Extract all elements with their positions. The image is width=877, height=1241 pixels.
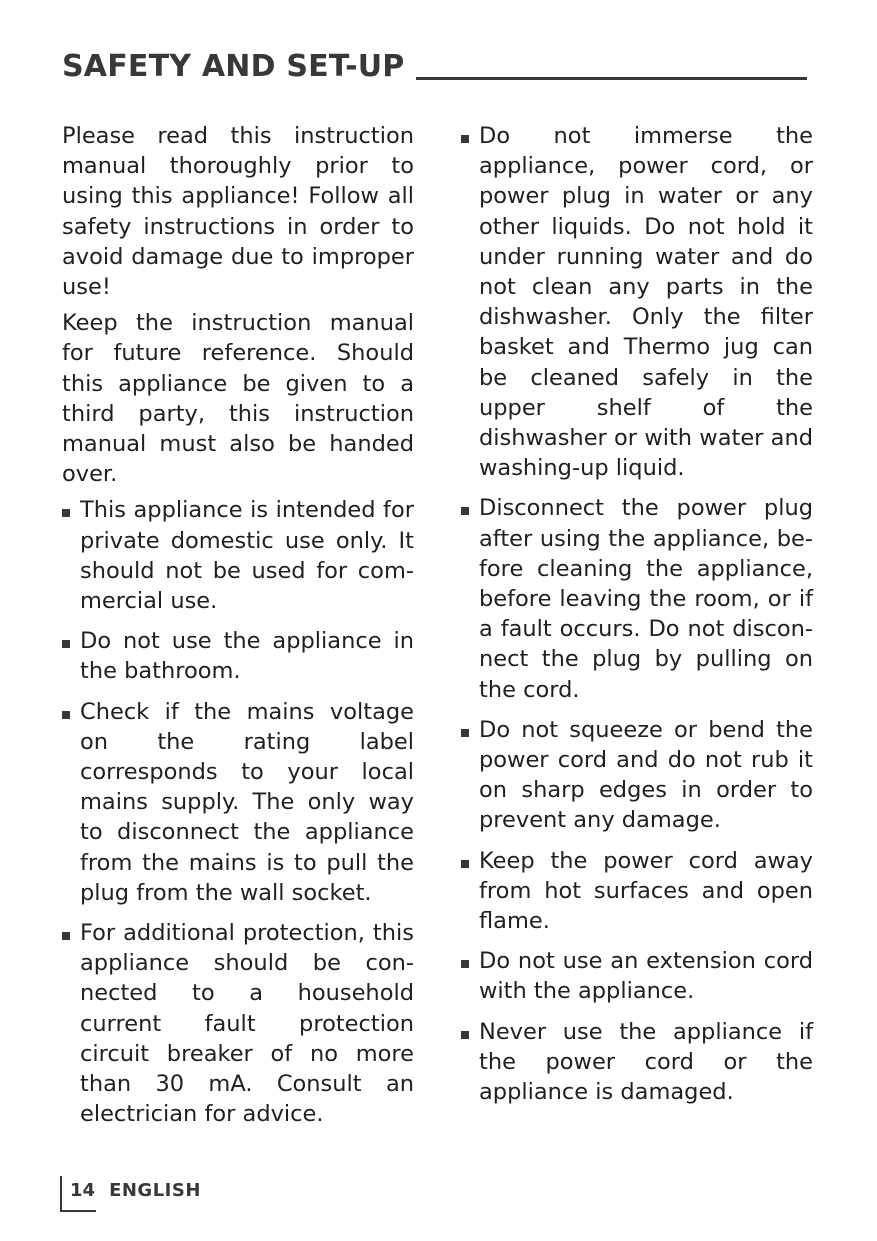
intro-paragraph: Keep the instruction manual for future reference. Should this appliance be given to a third party, this instruction manual must also be handed over.: [62, 310, 414, 488]
list-item-text: Disconnect the power plug after using the appliance, before cleaning the appliance, before leaving the room, or if a fault occurs. Do not disconnect the plug by pulling on the cord.: [479, 495, 813, 703]
list-item-text: This appliance is intended for private domestic use only. It should not be used for commercial use.: [80, 497, 414, 615]
list-item-text: Check if the mains voltage on the rating label corresponds to your local mains supply. The only way to disconnect the appliance from the mains is to pull the plug from the wall socket.: [80, 698, 414, 906]
square-bullet-icon: [461, 860, 469, 868]
square-bullet-icon: [461, 729, 469, 737]
square-bullet-icon: [461, 960, 469, 968]
safety-list: [461, 121, 813, 1107]
list-item-text: Keep the power cord away from hot surfaces and open flame.: [479, 847, 813, 935]
square-bullet-icon: [62, 509, 70, 517]
page-number: 14: [70, 1180, 96, 1201]
page-header: [62, 44, 807, 84]
square-bullet-icon: [62, 640, 70, 648]
square-bullet-icon: [461, 135, 469, 143]
safety-list: [62, 495, 414, 1129]
list-item: [461, 1017, 813, 1108]
list-item-text: Do not use an extension cord with the appliance.: [479, 948, 813, 1005]
list-item: [461, 846, 813, 937]
list-item: [62, 495, 414, 616]
square-bullet-icon: [461, 507, 469, 515]
list-item: [461, 493, 813, 704]
list-item-text: Do not use the appliance in the bathroom.: [80, 628, 414, 685]
list-item-text: Do not squeeze or bend the power cord and do not rub it on sharp edges in order to prevent any damage.: [479, 716, 813, 834]
list-item: [62, 626, 414, 686]
list-item: [62, 918, 414, 1129]
list-item: [461, 946, 813, 1006]
square-bullet-icon: [461, 1031, 469, 1039]
list-item: [461, 715, 813, 836]
list-item: [461, 121, 813, 483]
square-bullet-icon: [62, 932, 70, 940]
footer-language: ENGLISH: [109, 1180, 201, 1201]
page-title: SAFETY AND SET-UP: [62, 49, 405, 84]
list-item-text: Never use the appliance if the power cord or the appliance is damaged.: [479, 1018, 813, 1106]
list-item-text: Do not immerse the appliance, power cord, or power plug in water or any other liquids. Do not hold it under running water and do not clean any parts in the dishwasher. Only the filter basket and Thermo jug can be cleaned safely in the upper shelf of the dishwasher or with water and washing-up liquid.: [479, 123, 813, 482]
list-item: [62, 697, 414, 908]
left-column: [62, 121, 414, 1140]
square-bullet-icon: [62, 711, 70, 719]
title-underline: [416, 77, 807, 80]
right-column: [461, 121, 813, 1117]
list-item-text: For additional protection, this appliance should be connected to a household current fault protection circuit breaker of no more than 30 mA. Consult an electrician for advice.: [80, 920, 414, 1128]
page-footer: [70, 1180, 201, 1202]
intro-paragraph: Please read this instruction manual thoroughly prior to using this appliance! Follow all safety instructions in order to avoid damage due to improper use!: [62, 123, 414, 301]
